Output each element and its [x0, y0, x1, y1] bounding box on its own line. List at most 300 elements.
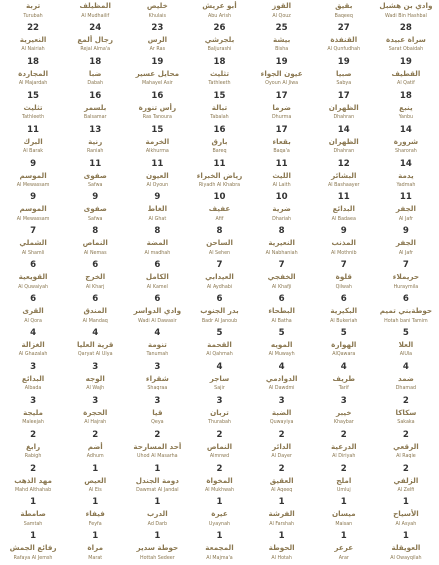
city-name-english: Al Ghazalah — [18, 352, 48, 358]
city-count: 1 — [278, 531, 285, 542]
city-name-arabic: المضة — [146, 238, 169, 248]
city-name-english: Al Laith — [272, 183, 291, 188]
city-name-english: Oyoun Al Jiwa — [265, 81, 299, 87]
city-name-english: Quwayiya — [269, 420, 294, 426]
city-name-english: Safwa — [87, 216, 103, 222]
city-name-arabic: حريملاء — [392, 272, 420, 282]
city-count: 26 — [213, 22, 226, 33]
city-count: 6 — [154, 294, 161, 305]
city-count: 3 — [154, 361, 161, 372]
city-count: 2 — [216, 463, 223, 474]
city-count: 8 — [154, 226, 161, 237]
city-name-english: Khaybar — [333, 420, 354, 426]
city-name-arabic: ضرية — [272, 204, 291, 214]
city-name-english: Al Nemas — [83, 250, 107, 256]
city-name-english: Adhum — [86, 454, 104, 460]
city-name-english: Wadi Al Dawasir — [137, 318, 177, 324]
city-name-arabic: سراة عبيدة — [385, 34, 426, 44]
city-count: 15 — [213, 90, 226, 101]
city-name-english: Riyadh Al Khabra — [198, 183, 241, 188]
city-count: 5 — [216, 327, 223, 338]
city-count: 11 — [337, 192, 350, 203]
city-count: 3 — [340, 395, 347, 406]
city-count: 1 — [340, 531, 347, 542]
city-name-english: Yadmah — [396, 183, 416, 188]
city-count: 14 — [337, 124, 350, 135]
city-count: 1 — [216, 531, 223, 542]
city-name-arabic: بيشة — [272, 34, 291, 44]
city-name-arabic: شقراء — [145, 373, 169, 383]
city-name-arabic: تربان — [210, 407, 229, 417]
city-name-english: Rabigh — [24, 454, 42, 460]
city-count: 6 — [216, 294, 223, 305]
city-name-english: Al Shamli — [21, 250, 45, 256]
city-count: 3 — [30, 395, 37, 406]
city-count: 2 — [30, 463, 37, 474]
city-count: 4 — [278, 361, 285, 372]
city-name-arabic: الشملي — [19, 238, 47, 248]
city-name-arabic: الموسم — [19, 170, 47, 180]
city-name-english: Baljurashi — [207, 47, 232, 53]
city-count: 5 — [278, 327, 285, 338]
city-name-arabic: بقعاء — [272, 136, 291, 146]
city-name-english: Al Mothnib — [330, 250, 357, 256]
city-name-arabic: الحجرة — [83, 407, 108, 417]
city-name-english: Al Nairiah — [21, 47, 45, 53]
city-name-english: Al madhah — [144, 250, 171, 256]
city-count: 2 — [278, 463, 285, 474]
city-name-arabic: عيرة — [211, 509, 228, 519]
city-name-english: Al Jafr — [398, 216, 413, 222]
city-count: 2 — [278, 429, 285, 440]
city-count: 9 — [154, 192, 161, 203]
city-name-english: Al Khafji — [271, 284, 292, 290]
city-name-english: Tabalah — [210, 115, 229, 121]
city-count: 11 — [275, 158, 288, 169]
city-name-arabic: العيص — [84, 475, 107, 485]
city-count: 2 — [402, 395, 409, 406]
city-count: 6 — [92, 260, 99, 271]
city-count: 1 — [92, 531, 99, 542]
city-name-arabic: العويقلة — [391, 543, 421, 553]
city-name-english: Dabah — [87, 81, 104, 87]
city-name-arabic: تنومة — [147, 339, 167, 349]
city-count: 8 — [216, 226, 223, 237]
city-name-arabic: الدرب — [147, 509, 168, 519]
city-count: 9 — [92, 192, 99, 203]
city-name-english: Qaryat Al Ulya — [77, 352, 113, 358]
city-name-arabic: البرك — [23, 136, 43, 146]
city-name-english: Dhahran — [333, 149, 355, 155]
city-name-arabic: المويه — [270, 339, 293, 349]
city-name-english: Wadi Bin Hashbal — [384, 13, 427, 19]
city-count: 4 — [30, 327, 37, 338]
city-name-arabic: صامطة — [20, 509, 46, 519]
city-name-english: Al Mudhailif — [81, 13, 110, 19]
city-count: 3 — [154, 395, 161, 406]
city-count: 6 — [340, 294, 347, 305]
city-name-english: Tathleeth — [21, 115, 45, 121]
city-name-english: Sabya — [336, 81, 352, 87]
city-name-english: Ar Ras — [149, 47, 166, 53]
city-count: 27 — [337, 22, 350, 33]
city-name-english: Almnwd — [209, 454, 230, 460]
city-name-arabic: تثليث — [209, 68, 230, 78]
city-name-english: Al Qouz — [272, 13, 291, 19]
city-count: 17 — [337, 90, 350, 101]
city-name-english: Mahayel Asir — [141, 81, 173, 87]
city-name-english: Khulais — [148, 13, 167, 19]
city-count: 5 — [340, 327, 347, 338]
city-name-english: Al Dawdmi — [268, 386, 295, 392]
city-count: 1 — [278, 497, 285, 508]
city-count: 5 — [402, 327, 409, 338]
city-name-english: Qilwah — [335, 284, 352, 290]
city-name-english: Qeya — [151, 420, 164, 426]
city-name-arabic: الفرشة — [268, 509, 295, 519]
city-name-english: Al Muwayh — [268, 352, 295, 358]
city-name-arabic: البكيرية — [330, 306, 358, 316]
city-name-arabic: وادي الدواسر — [133, 306, 182, 316]
city-count: 8 — [92, 226, 99, 237]
city-name-english: Al Jafr — [398, 250, 413, 256]
city-name-english: Mahd Althahab — [14, 488, 52, 494]
city-name-arabic: بقيق — [335, 1, 353, 11]
city-name-english: Al Qora — [24, 318, 42, 324]
city-count: 16 — [151, 90, 164, 101]
city-count: 15 — [27, 90, 40, 101]
city-name-arabic: فيفاء — [85, 509, 105, 519]
city-name-english: Dhamad — [395, 386, 417, 392]
city-name-arabic: العيون — [145, 170, 169, 180]
city-name-arabic: الضبة — [271, 407, 292, 417]
city-name-arabic: عيون الجواء — [260, 68, 303, 78]
city-name-arabic: رفائع الجمش — [9, 543, 57, 553]
city-name-arabic: وادي بن هشبل — [379, 1, 433, 11]
city-count: 11 — [89, 158, 102, 169]
city-name-arabic: رنية — [88, 136, 103, 146]
city-name-arabic: صفوى — [83, 204, 107, 214]
city-name-english: Al Diriyah — [332, 454, 356, 460]
city-name-arabic: المجمعة — [205, 543, 234, 553]
city-count: 16 — [89, 90, 102, 101]
city-name-arabic: المخواة — [206, 475, 233, 485]
city-name-arabic: ساجر — [209, 373, 230, 383]
city-name-arabic: البدائع — [332, 204, 355, 214]
city-name-arabic: شرورة — [393, 136, 419, 146]
city-count: 25 — [275, 22, 288, 33]
city-count: 11 — [151, 158, 164, 169]
city-count: 6 — [402, 294, 409, 305]
city-name-arabic: مليجة — [23, 407, 43, 417]
city-name-english: Hottah Sedeer — [139, 555, 175, 561]
city-count: 2 — [340, 429, 347, 440]
city-name-arabic: صبيا — [336, 68, 352, 78]
city-name-english: Al Batha — [271, 318, 292, 324]
city-name-english: Huraymila — [393, 284, 419, 290]
city-count: 10 — [275, 192, 288, 203]
city-name-english: Uyaynah — [208, 521, 231, 527]
city-name-arabic: طريف — [332, 373, 356, 383]
city-name-arabic: مراة — [87, 543, 104, 553]
city-name-arabic: بلسمر — [84, 102, 107, 112]
city-name-arabic: قيا — [152, 407, 163, 417]
city-name-english: Al Bashaayer — [327, 183, 360, 188]
city-count: 18 — [213, 56, 226, 67]
city-count: 1 — [216, 497, 223, 508]
city-count: 4 — [340, 361, 347, 372]
city-name-arabic: الدوادمي — [265, 373, 298, 383]
city-name-english: Al Owayqilah — [390, 555, 422, 561]
city-name-english: Al Qunfudhah — [327, 47, 361, 53]
city-count: 6 — [30, 260, 37, 271]
city-name-english: Baqeeq — [334, 13, 353, 19]
city-count: 7 — [340, 260, 347, 271]
city-name-english: Feyfa — [88, 521, 102, 527]
city-name-arabic: البطحاء — [268, 306, 295, 316]
city-name-arabic: النعيرية — [268, 238, 295, 248]
city-name-english: Al Badaea — [331, 216, 356, 222]
city-name-arabic: المندق — [83, 306, 107, 316]
city-count: 14 — [399, 158, 412, 169]
city-name-arabic: رجال ألمع — [77, 34, 114, 44]
city-name-arabic: النعيرية — [19, 34, 47, 44]
city-name-english: Sakaka — [397, 420, 415, 426]
city-name-arabic: بدر الجنوب — [200, 306, 239, 316]
city-name-arabic: الرقعي — [393, 441, 419, 451]
city-count: 6 — [30, 294, 37, 305]
city-name-english: Rafaya Al Jemsh — [13, 555, 53, 561]
city-name-english: Al Eis — [88, 488, 102, 494]
city-name-english: Al Ghat — [148, 216, 167, 222]
city-name-arabic: تبالة — [211, 102, 228, 112]
city-name-english: Al Hajrah — [84, 420, 107, 426]
city-name-english: Al Oyoun — [146, 183, 169, 188]
city-name-english: Sarat Obaidah — [388, 47, 424, 53]
city-name-english: Safwa — [87, 183, 103, 188]
city-name-english: Al Farshah — [269, 521, 295, 527]
city-name-arabic: القوز — [272, 1, 292, 11]
city-name-english: Ras Tanoura — [142, 115, 172, 121]
city-name-english: Al Bukeriah — [330, 318, 358, 324]
city-name-english: AlUla — [399, 352, 413, 358]
city-name-english: Turubah — [23, 13, 43, 19]
city-name-arabic: المظيلف — [79, 1, 111, 11]
city-count: 18 — [89, 56, 102, 67]
city-count: 28 — [399, 22, 412, 33]
city-name-english: Al Dayer — [271, 454, 292, 460]
city-name-english: Dhahran — [333, 115, 355, 121]
city-name-english: Ad Darb — [147, 521, 168, 527]
city-name-arabic: أحد المسارحة — [133, 441, 182, 451]
city-name-arabic: القحمة — [207, 339, 232, 349]
city-name-arabic: الهوارة — [331, 339, 357, 349]
city-count: 6 — [92, 294, 99, 305]
city-name-arabic: خيبر — [336, 407, 352, 417]
city-name-arabic: الدرعية — [330, 441, 357, 451]
city-count: 22 — [27, 22, 40, 33]
city-name-arabic: الظهران — [328, 102, 359, 112]
city-name-arabic: ينبع — [399, 102, 413, 112]
city-count: 1 — [154, 497, 161, 508]
city-name-english: Samtah — [23, 521, 43, 527]
city-count: 2 — [216, 429, 223, 440]
city-name-english: Tanumah — [146, 352, 169, 358]
city-name-english: Al Nabhaniah — [265, 250, 298, 256]
city-name-english: Hotah bani Tamim — [384, 318, 428, 324]
city-name-english: Bareq — [212, 149, 227, 155]
city-count: 3 — [92, 361, 99, 372]
city-name-arabic: دومة الجندل — [135, 475, 179, 485]
city-name-arabic: الجفر — [395, 238, 416, 248]
city-name-arabic: قرية العليا — [76, 339, 114, 349]
city-name-arabic: الليث — [272, 170, 291, 180]
city-count: 1 — [30, 497, 37, 508]
city-count: 4 — [216, 361, 223, 372]
city-count: 7 — [278, 260, 285, 271]
city-name-english: Maisan — [335, 521, 353, 527]
city-name-arabic: محايل عسير — [135, 68, 180, 78]
city-name-arabic: الساحن — [206, 238, 233, 248]
city-name-arabic: الرس — [147, 34, 168, 44]
city-count: 3 — [92, 395, 99, 406]
city-count: 7 — [30, 226, 37, 237]
city-name-arabic: يدمة — [398, 170, 414, 180]
city-name-english: Dawmat Al Jandal — [136, 488, 179, 494]
city-name-english: Al Quwaiyah — [18, 284, 49, 290]
city-count: 11 — [213, 158, 226, 169]
city-name-arabic: النماص — [82, 238, 108, 248]
city-name-arabic: حوطة سدير — [136, 543, 179, 553]
city-name-english: Al Wajh — [86, 386, 105, 392]
city-name-arabic: ميسان — [332, 509, 356, 519]
city-count: 18 — [27, 56, 40, 67]
city-name-arabic: الخرمة — [145, 136, 170, 146]
city-name-english: Al Zelfi — [397, 488, 415, 494]
city-name-arabic: الحوطة — [268, 543, 295, 553]
city-name-english: Dhurma — [271, 115, 292, 121]
city-count: 11 — [27, 124, 40, 135]
city-name-english: Al Majardah — [18, 81, 48, 87]
city-count: 4 — [154, 327, 161, 338]
city-name-arabic: العلا — [398, 339, 414, 349]
city-name-arabic: حوطةبني تميم — [379, 306, 433, 316]
city-name-english: Shaqraa — [147, 386, 168, 392]
city-count: 1 — [154, 463, 161, 474]
city-count: 7 — [216, 260, 223, 271]
city-name-arabic: البدائع — [21, 373, 45, 383]
city-name-english: Tathleeth — [208, 81, 231, 87]
city-name-arabic: الزلفي — [393, 475, 419, 485]
city-count: 1 — [92, 497, 99, 508]
city-count: 17 — [275, 124, 288, 135]
city-name-english: Al Aydhabi — [206, 284, 233, 290]
city-name-english: Baqa'a — [273, 149, 290, 155]
city-count: 1 — [92, 463, 99, 474]
city-name-english: Alkhurma — [145, 149, 169, 155]
city-name-english: Umluj — [336, 488, 351, 494]
city-name-english: Al Barak — [23, 149, 44, 155]
city-name-arabic: الغاط — [147, 204, 168, 214]
city-name-english: Al Mewassam — [16, 216, 50, 222]
city-name-arabic: البشائر — [331, 170, 357, 180]
city-count: 1 — [154, 531, 161, 542]
city-name-arabic: صفوى — [83, 170, 107, 180]
city-name-english: Bisha — [275, 47, 289, 53]
city-name-arabic: الخفجي — [267, 272, 296, 282]
city-name-english: Maleejah — [22, 420, 44, 426]
city-name-arabic: عرعر — [334, 543, 354, 553]
city-name-arabic: الدائر — [272, 441, 292, 451]
city-name-arabic: خليص — [146, 1, 168, 11]
city-count: 9 — [402, 226, 409, 237]
city-count: 7 — [402, 260, 409, 271]
city-name-english: Al Mewassam — [16, 183, 50, 188]
city-count: 1 — [30, 531, 37, 542]
city-name-arabic: بلجرشي — [204, 34, 235, 44]
city-name-english: Al Majma'a — [206, 555, 233, 561]
city-count: 2 — [154, 429, 161, 440]
city-name-english: Tarif — [338, 386, 349, 392]
city-count: 1 — [402, 497, 409, 508]
city-name-arabic: ضمد — [397, 373, 414, 383]
city-name-arabic: الخرج — [85, 272, 106, 282]
city-name-arabic: الجفر — [395, 204, 416, 214]
city-name-arabic: تثليث — [23, 102, 43, 112]
city-name-arabic: مهد الذهب — [14, 475, 52, 485]
city-name-arabic: ضرما — [272, 102, 291, 112]
city-name-english: Al Raqie — [396, 454, 416, 460]
city-name-english: Al Asyah — [395, 521, 417, 527]
city-name-english: Al Hotah — [271, 555, 292, 561]
city-name-arabic: قلوة — [335, 272, 352, 282]
city-name-arabic: الموسم — [19, 204, 47, 214]
city-name-english: Al Kharj — [85, 284, 105, 290]
city-name-english: Al Qatif — [397, 81, 415, 87]
city-name-arabic: القنفذة — [330, 34, 358, 44]
city-count: 19 — [337, 56, 350, 67]
city-count: 4 — [402, 361, 409, 372]
city-count: 11 — [399, 192, 412, 203]
city-name-english: Sajir — [214, 386, 225, 392]
city-count: 6 — [278, 294, 285, 305]
city-name-arabic: عفيف — [208, 204, 231, 214]
city-name-arabic: تربة — [25, 1, 41, 11]
city-name-arabic: رأس تنورة — [138, 102, 177, 112]
city-count: 19 — [275, 56, 288, 67]
city-count: 1 — [340, 497, 347, 508]
city-count: 17 — [275, 90, 288, 101]
city-name-english: Abu Arish — [207, 13, 231, 19]
city-name-english: Al Qahmah — [206, 352, 233, 358]
city-name-arabic: الغزالة — [21, 339, 45, 349]
city-count: 24 — [89, 22, 102, 33]
city-name-arabic: المذنب — [331, 238, 356, 248]
city-count: 2 — [402, 429, 409, 440]
city-name-arabic: العيدابي — [205, 272, 234, 282]
city-count: 9 — [30, 158, 37, 169]
city-count: 4 — [92, 327, 99, 338]
city-name-english: Al Sehen — [208, 250, 231, 256]
city-name-english: Al Aqeeq — [270, 488, 293, 494]
city-name-english: Albada — [24, 386, 42, 392]
city-name-arabic: الظهران — [328, 136, 359, 146]
city-name-arabic: سكاكا — [395, 407, 417, 417]
city-count: 10 — [213, 192, 226, 203]
city-count: 14 — [399, 124, 412, 135]
city-name-arabic: القطيف — [391, 68, 421, 78]
city-count: 12 — [337, 158, 350, 169]
